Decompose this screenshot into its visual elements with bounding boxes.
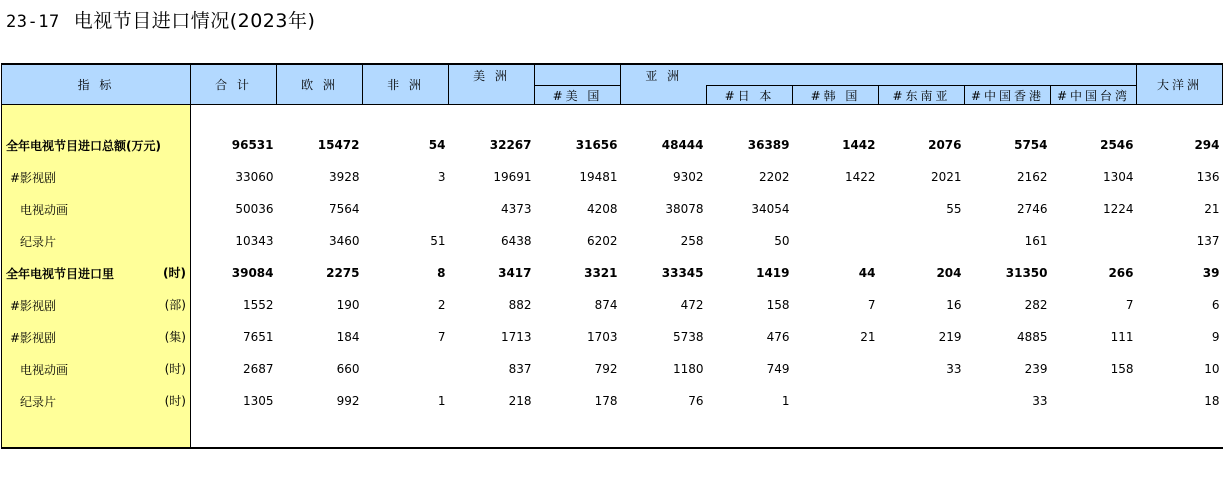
table-cell	[793, 385, 879, 417]
header-usa: #美 国	[535, 86, 621, 105]
table-cell: 8	[437, 266, 446, 280]
empty-cell	[363, 417, 449, 448]
empty-cell	[879, 417, 965, 448]
table-cell: 10	[1204, 362, 1220, 376]
table-cell: 7651	[242, 330, 274, 344]
table-cell: 3417	[498, 266, 532, 280]
table-cell: 2	[437, 298, 446, 312]
row-label	[2, 289, 191, 321]
spacer-row-bottom	[2, 417, 1223, 448]
header-asia-spacer-5	[1051, 64, 1137, 86]
table-cell: 992	[336, 394, 360, 408]
table-cell: 3	[437, 170, 446, 184]
row-label	[2, 161, 191, 193]
table-cell: 32267	[489, 138, 532, 152]
table-cell: 3321	[584, 266, 618, 280]
table-cell: 837	[508, 362, 532, 376]
table-cell: 21	[860, 330, 876, 344]
table-cell: 1422	[844, 170, 876, 184]
row-unit: (时)	[164, 394, 186, 408]
table-header	[2, 64, 1223, 105]
table-title: 电视节目进口情况(2023年)	[73, 10, 316, 32]
empty-cell	[277, 417, 363, 448]
table-cell: 1304	[1102, 170, 1134, 184]
header-asia-sub-spacer	[621, 86, 707, 105]
table-cell: 48444	[661, 138, 704, 152]
header-indicator: 指 标	[2, 64, 191, 105]
table-cell: 21	[1204, 202, 1220, 216]
table-cell: 1305	[242, 394, 274, 408]
row-label	[2, 193, 191, 225]
empty-cell	[707, 417, 793, 448]
table-cell: 34054	[751, 202, 790, 216]
row-label-text: #影视剧	[10, 330, 57, 345]
table-cell: 51	[430, 234, 446, 248]
table-cell	[1051, 385, 1137, 417]
row-label-text: #影视剧	[10, 170, 57, 185]
empty-cell	[449, 417, 535, 448]
header-hongkong: #中国香港	[965, 86, 1051, 105]
table-cell	[363, 353, 449, 385]
table-cell: 282	[1024, 298, 1048, 312]
table-cell: 55	[946, 202, 962, 216]
table-cell: 39	[1202, 266, 1220, 280]
table-cell: 31350	[1005, 266, 1048, 280]
row-label	[2, 257, 191, 289]
table-cell: 476	[766, 330, 790, 344]
table-cell: 4373	[500, 202, 532, 216]
table-cell: 2746	[1016, 202, 1048, 216]
header-americas-sub-spacer	[449, 86, 535, 105]
table-cell: 2202	[758, 170, 790, 184]
page-title	[6, 6, 315, 33]
table-cell: 1224	[1102, 202, 1134, 216]
row-label	[2, 321, 191, 353]
table-cell: 882	[508, 298, 532, 312]
table-cell: 38078	[665, 202, 704, 216]
table-cell: 218	[508, 394, 532, 408]
header-total: 合 计	[191, 64, 277, 105]
header-asia: 亚 洲	[621, 64, 707, 86]
header-americas: 美 洲	[449, 64, 535, 86]
table-cell: 219	[938, 330, 962, 344]
table-cell: 2076	[928, 138, 962, 152]
table-cell: 660	[336, 362, 360, 376]
table-row	[2, 385, 1223, 417]
table-cell: 158	[1110, 362, 1134, 376]
table-cell: 54	[428, 138, 446, 152]
table-row	[2, 161, 1223, 193]
table-body	[2, 105, 1223, 449]
table-cell: 50036	[235, 202, 274, 216]
row-label	[2, 353, 191, 385]
empty-cell	[1051, 417, 1137, 448]
header-asia-spacer-1	[707, 64, 793, 86]
label-spacer	[2, 105, 191, 130]
table-cell: 3460	[328, 234, 360, 248]
table-cell: 15472	[317, 138, 360, 152]
table-cell: 76	[688, 394, 704, 408]
table-cell	[793, 225, 879, 257]
table-cell: 36389	[747, 138, 790, 152]
table-cell: 190	[336, 298, 360, 312]
table-cell: 792	[594, 362, 618, 376]
table-cell: 7	[437, 330, 446, 344]
header-asia-spacer-2	[793, 64, 879, 86]
table-cell: 4208	[586, 202, 618, 216]
table-cell: 111	[1110, 330, 1134, 344]
table-cell: 2021	[930, 170, 962, 184]
empty-cell	[1137, 417, 1223, 448]
table-cell: 6202	[586, 234, 618, 248]
table-cell: 1	[437, 394, 446, 408]
table-cell	[363, 193, 449, 225]
row-label-text: 全年电视节目进口总额(万元)	[6, 138, 161, 153]
table-cell: 472	[680, 298, 704, 312]
table-cell: 5738	[672, 330, 704, 344]
header-asia-spacer-4	[965, 64, 1051, 86]
table-row	[2, 321, 1223, 353]
row-label	[2, 225, 191, 257]
table-row	[2, 289, 1223, 321]
table-row	[2, 257, 1223, 289]
table-cell: 33	[1032, 394, 1048, 408]
table-cell: 19481	[579, 170, 618, 184]
table-cell: 7	[867, 298, 876, 312]
row-label-text: #影视剧	[10, 298, 57, 313]
table-cell: 18	[1204, 394, 1220, 408]
row-label	[2, 129, 191, 161]
row-label-text: 纪录片	[20, 234, 57, 249]
table-cell: 19691	[493, 170, 532, 184]
table-cell: 1	[781, 394, 790, 408]
table-cell	[1051, 225, 1137, 257]
table-cell: 44	[858, 266, 876, 280]
table-cell	[793, 353, 879, 385]
table-row	[2, 129, 1223, 161]
table-cell: 1180	[672, 362, 704, 376]
table-cell: 178	[594, 394, 618, 408]
table-cell: 33345	[661, 266, 704, 280]
spacer-row	[2, 105, 1223, 130]
table-cell: 239	[1024, 362, 1048, 376]
table-cell: 10343	[235, 234, 274, 248]
row-label-text: 电视动画	[20, 362, 69, 377]
row-unit: (部)	[164, 298, 186, 312]
row-label-text: 全年电视节目进口里	[6, 266, 115, 281]
row-label-text: 电视动画	[20, 202, 69, 217]
table-cell: 96531	[231, 138, 274, 152]
header-europe: 欧 洲	[277, 64, 363, 105]
table-cell: 6	[1211, 298, 1220, 312]
table-cell: 161	[1024, 234, 1048, 248]
table-cell	[879, 385, 965, 417]
table-cell: 3928	[328, 170, 360, 184]
header-taiwan: #中国台湾	[1051, 86, 1137, 105]
table-row	[2, 353, 1223, 385]
table-cell: 2687	[242, 362, 274, 376]
table-cell: 33060	[235, 170, 274, 184]
header-africa: 非 洲	[363, 64, 449, 105]
table-cell: 50	[774, 234, 790, 248]
empty-cell	[965, 417, 1051, 448]
row-unit: (时)	[163, 266, 186, 280]
table-cell: 33	[946, 362, 962, 376]
table-cell: 204	[936, 266, 962, 280]
table-cell: 2275	[326, 266, 360, 280]
table-cell: 158	[766, 298, 790, 312]
table-cell: 266	[1108, 266, 1134, 280]
table-cell	[793, 193, 879, 225]
table-cell: 136	[1196, 170, 1220, 184]
row-label	[2, 385, 191, 417]
table-number: 23-17	[6, 12, 60, 32]
header-southeast-asia: #东南亚	[879, 86, 965, 105]
table-cell: 9	[1211, 330, 1220, 344]
table-cell: 1419	[756, 266, 790, 280]
table-cell: 1713	[500, 330, 532, 344]
table-cell: 749	[766, 362, 790, 376]
table-cell: 4885	[1016, 330, 1048, 344]
table-cell: 16	[946, 298, 962, 312]
tv-import-table	[1, 63, 1223, 449]
table-cell: 258	[680, 234, 704, 248]
table-cell: 184	[336, 330, 360, 344]
header-asia-spacer-3	[879, 64, 965, 86]
header-korea: #韩 国	[793, 86, 879, 105]
empty-cell	[535, 417, 621, 448]
table-cell	[879, 225, 965, 257]
table-cell: 2546	[1100, 138, 1134, 152]
table-cell: 1552	[242, 298, 274, 312]
empty-cell	[191, 417, 277, 448]
empty-cell	[621, 417, 707, 448]
row-label-text: 纪录片	[20, 394, 57, 409]
table-cell: 7564	[328, 202, 360, 216]
table-cell: 294	[1194, 138, 1220, 152]
empty-cell	[793, 417, 879, 448]
table-row	[2, 225, 1223, 257]
row-unit: (时)	[164, 362, 186, 376]
table-cell: 1442	[842, 138, 876, 152]
table-cell: 31656	[575, 138, 618, 152]
label-spacer-bottom	[2, 417, 191, 448]
table-row	[2, 193, 1223, 225]
header-japan: #日 本	[707, 86, 793, 105]
header-americas-spacer	[535, 64, 621, 86]
table-cell: 9302	[672, 170, 704, 184]
header-oceania: 大洋洲	[1137, 64, 1223, 105]
table-cell: 874	[594, 298, 618, 312]
table-cell: 5754	[1014, 138, 1048, 152]
table-cell: 2162	[1016, 170, 1048, 184]
table-cell: 7	[1125, 298, 1134, 312]
table-cell: 6438	[500, 234, 532, 248]
table-cell: 39084	[231, 266, 274, 280]
table-cell: 1703	[586, 330, 618, 344]
row-unit: (集)	[164, 330, 186, 344]
table-cell: 137	[1196, 234, 1220, 248]
